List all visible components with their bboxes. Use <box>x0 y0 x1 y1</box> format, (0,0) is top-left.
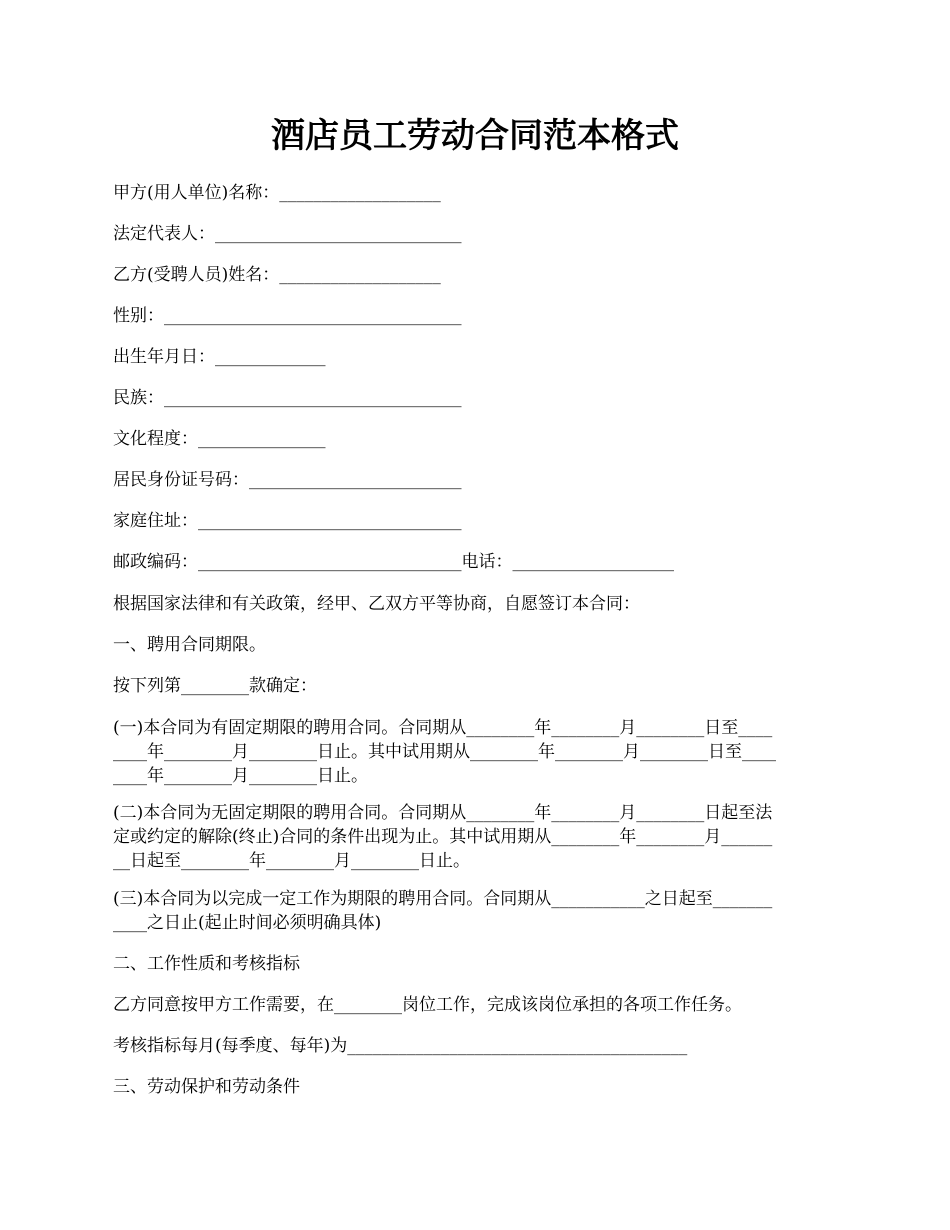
field-education: 文化程度：_______________ <box>113 429 326 449</box>
field-employee-name: 乙方(受聘人员)姓名：___________________ <box>113 265 441 285</box>
field-ethnicity: 民族：___________________________________ <box>113 388 462 408</box>
field-legal-representative: 法定代表人：_____________________________ <box>113 224 462 244</box>
clause-2-line-2: 定或约定的解除(终止)合同的条件出现为止。其中试用期从________年________月______ <box>113 827 773 847</box>
paragraph-assessment: 考核指标每月(每季度、每年)为________________________________________ <box>113 1036 688 1056</box>
field-employer-name: 甲方(用人单位)名称：___________________ <box>113 183 441 203</box>
field-home-address: 家庭住址：_______________________________ <box>113 511 462 531</box>
paragraph-job-position: 乙方同意按甲方工作需要，在________岗位工作，完成该岗位承担的各项工作任务。 <box>113 995 742 1015</box>
preamble: 根据国家法律和有关政策，经甲、乙双方平等协商，自愿签订本合同： <box>113 594 640 614</box>
field-gender: 性别：___________________________________ <box>113 306 462 326</box>
field-birth-date: 出生年月日：_____________ <box>113 347 326 367</box>
document-title: 酒店员工劳动合同范本格式 <box>271 116 679 156</box>
clause-1-line-1: (一)本合同为有固定期限的聘用合同。合同期从________年________月________日至____ <box>113 718 773 738</box>
paragraph-term-select: 按下列第________款确定： <box>113 676 317 696</box>
clause-2-line-3: __日起至________年________月________日止。 <box>113 851 470 871</box>
section-heading-3: 三、劳动保护和劳动条件 <box>113 1077 300 1097</box>
clause-3-line-2: ____之日止(起止时间必须明确具体) <box>113 913 382 933</box>
section-heading-2: 二、工作性质和考核指标 <box>113 954 300 974</box>
field-id-number: 居民身份证号码：_________________________ <box>113 470 462 490</box>
clause-1-line-3: ____年________月________日止。 <box>113 766 368 786</box>
section-heading-1: 一、聘用合同期限。 <box>113 635 266 655</box>
clause-3-line-1: (三)本合同为以完成一定工作为期限的聘用合同。合同期从___________之日起至_______ <box>113 889 773 909</box>
clause-1-line-2: ____年________月________日止。其中试用期从________年________月________日至____ <box>113 742 776 762</box>
field-postcode-phone: 邮政编码：_______________________________电话：___________________ <box>113 552 674 572</box>
clause-2-line-1: (二)本合同为无固定期限的聘用合同。合同期从________年________月________日起至法 <box>113 803 773 823</box>
